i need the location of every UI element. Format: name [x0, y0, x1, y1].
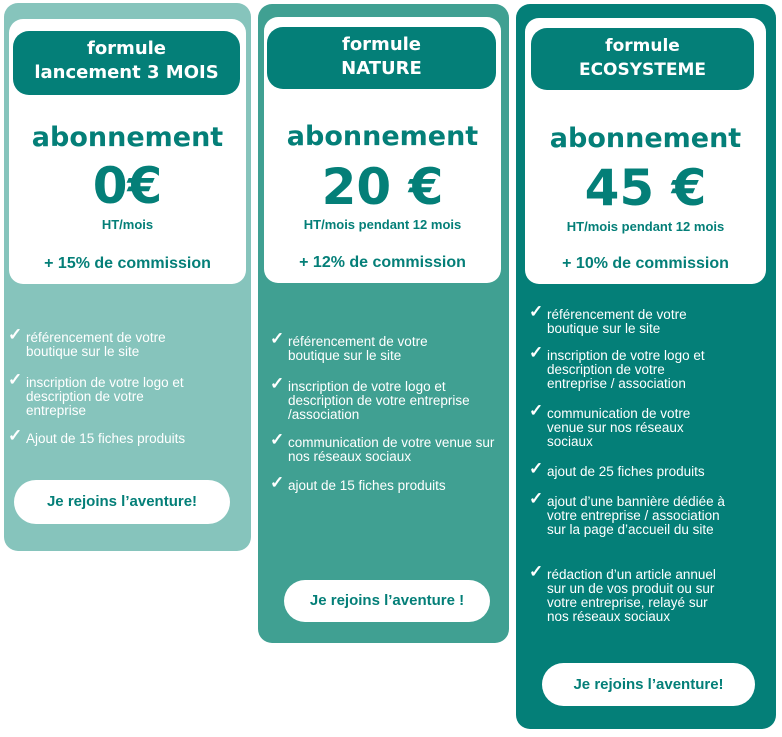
check-icon: ✓	[529, 401, 544, 420]
join-button[interactable]: Je rejoins l’aventure!	[14, 480, 230, 524]
plan-formula-label: formule	[86, 38, 167, 59]
check-icon: ✓	[8, 426, 23, 445]
check-icon: ✓	[8, 325, 23, 344]
plan-summary-panel	[264, 17, 501, 283]
commission-rate: + 15% de commission	[44, 255, 211, 272]
join-button[interactable]: Je rejoins l’aventure!	[542, 663, 755, 706]
price-period: HT/mois pendant 12 mois	[303, 217, 462, 232]
feature-item: ✓ communication de votre venue sur nos réseaux sociaux	[529, 401, 691, 449]
check-icon: ✓	[270, 374, 285, 393]
plan-title-badge	[531, 28, 754, 90]
check-icon: ✓	[270, 430, 285, 449]
feature-item: ✓ inscription de votre logo et description de votre entreprise	[8, 370, 184, 418]
plan-title-badge	[267, 27, 496, 89]
commission-rate: + 12% de commission	[299, 254, 466, 271]
feature-item: ✓ rédaction d’un article annuel sur un de vos produit ou sur votre entreprise, relayé sur nos réseaux sociaux	[529, 562, 716, 624]
feature-item: ✓ référencement de votre boutique sur le site	[270, 329, 428, 363]
feature-item: ✓ référencement de votre boutique sur le site	[8, 325, 166, 359]
price-period: HT/mois pendant 12 mois	[566, 219, 725, 234]
plan-formula-label: formule	[341, 34, 422, 55]
join-button[interactable]: Je rejoins l’aventure !	[284, 580, 490, 622]
check-icon: ✓	[529, 489, 544, 508]
plan-card-nature	[258, 4, 509, 643]
check-icon: ✓	[270, 329, 285, 348]
feature-item: ✓ Ajout de 15 fiches produits	[8, 426, 186, 446]
subscription-label: abonnement	[286, 121, 479, 152]
feature-item: ✓ ajout de 25 fiches produits	[529, 459, 705, 479]
feature-item: ✓ inscription de votre logo et description de votre entreprise /association	[270, 374, 470, 422]
plan-summary-panel	[525, 18, 766, 284]
check-icon: ✓	[529, 562, 544, 581]
plan-card-ecosysteme	[516, 4, 776, 729]
plan-name: NATURE	[341, 58, 422, 79]
feature-item: ✓ inscription de votre logo et description de votre entreprise / association	[529, 343, 705, 391]
subscription-label: abonnement	[549, 123, 742, 154]
plan-name: lancement 3 MOIS	[34, 62, 219, 83]
subscription-label: abonnement	[31, 122, 224, 153]
check-icon: ✓	[8, 370, 23, 389]
check-icon: ✓	[529, 343, 544, 362]
plan-price: 45 €	[584, 159, 707, 217]
check-icon: ✓	[270, 473, 285, 492]
plan-name: ECOSYSTEME	[578, 60, 707, 80]
check-icon: ✓	[529, 302, 544, 321]
feature-item: ✓ ajout d’une bannière dédiée à votre entreprise / association sur la page d’accueil du site	[529, 489, 725, 537]
feature-item: ✓ référencement de votre boutique sur le site	[529, 302, 687, 336]
plan-summary-panel	[9, 19, 246, 284]
plan-formula-label: formule	[605, 36, 680, 56]
plan-title-badge	[13, 31, 240, 95]
feature-item: ✓ ajout de 15 fiches produits	[270, 473, 446, 493]
check-icon: ✓	[529, 459, 544, 478]
plan-price: 20 €	[321, 158, 444, 216]
commission-rate: + 10% de commission	[562, 255, 729, 272]
feature-item: ✓ communication de votre venue sur nos réseaux sociaux	[270, 430, 495, 464]
plan-price: 0€	[92, 157, 163, 215]
plan-card-lancement	[4, 3, 251, 551]
price-period: HT/mois	[101, 217, 154, 232]
